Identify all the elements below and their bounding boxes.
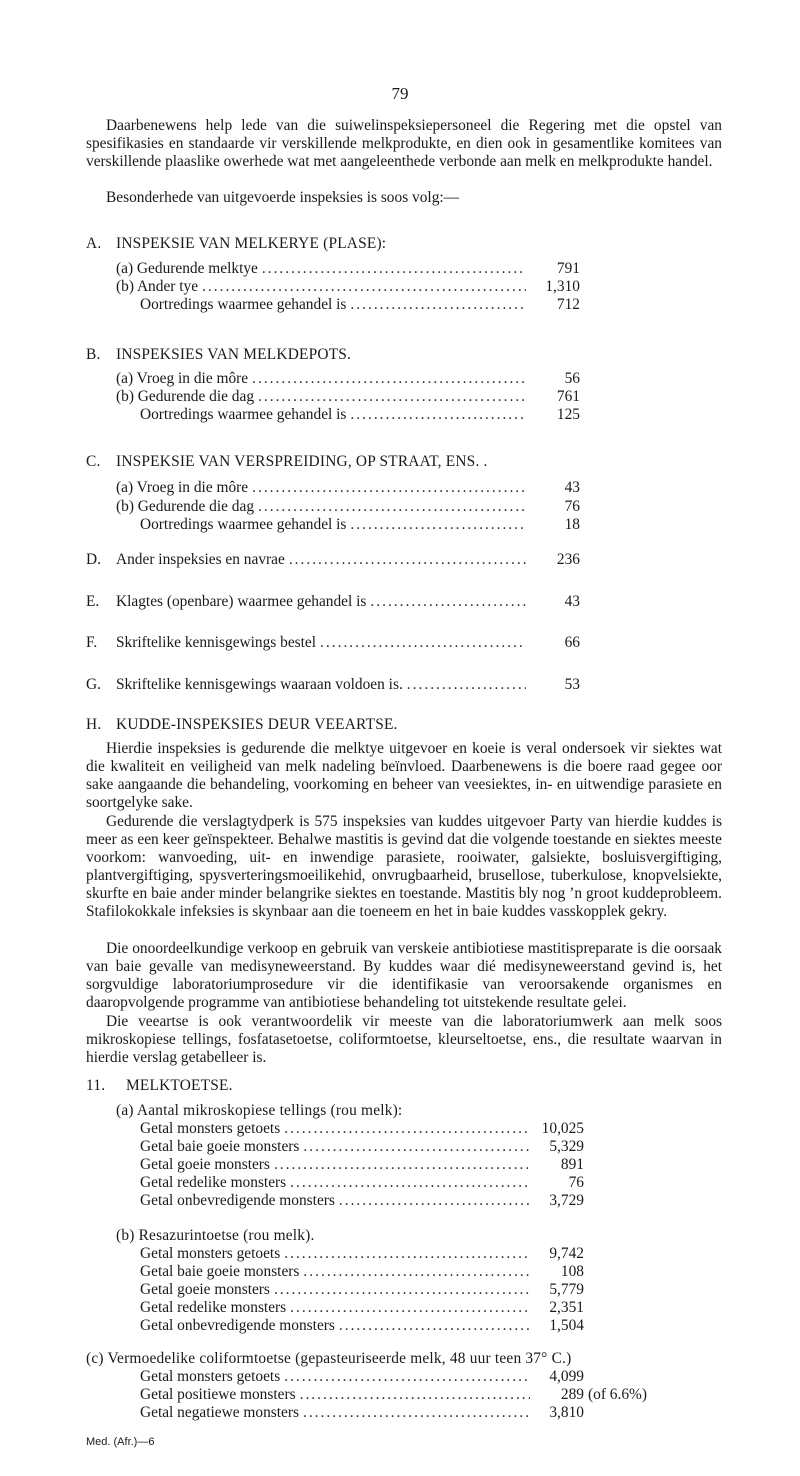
row-value: 5,779 [549,1281,584,1298]
row-value: 3,729 [549,1192,584,1209]
row-label: Oortredings waarmee gehandel is [140,296,347,313]
row-label: Ander inspeksies en navrae [116,551,285,568]
row-value: 10,025 [541,1120,584,1137]
test-row [140,1317,584,1335]
row-label: (a) Vroeg in die môre [116,370,249,387]
section-h-paragraph: Die veeartse is ook verantwoordelik vir meeste van die laboratoriumwerk aan melk soos mikroskopiese tellings, fosfatasetoetse, coliformtoetse, kleurseltoetse, ens., die resultate waarvan in hierdie verslag getabelleer is. [86,1013,722,1066]
leader-dots [202,278,526,296]
row-value: 53 [564,676,580,693]
section-letter: H. [86,716,102,733]
section-f-row [86,634,580,652]
row-label: Oortredings waarmee gehandel is [140,406,347,423]
row-value: 9,742 [549,1245,584,1262]
section-h-heading [86,716,398,734]
row-value: 3,810 [549,1404,584,1421]
section-letter: F. [86,634,98,651]
row-label: Getal goeie monsters [140,1281,270,1298]
test-row [140,1281,584,1299]
section-letter: G. [86,676,101,693]
subsection-a-heading: (a) Aantal mikroskopiese tellings (rou melk): [116,1102,403,1119]
row-label: Oortredings waarmee gehandel is [140,516,347,533]
section-b-row [116,370,580,388]
section-e-row [86,593,580,611]
row-value: 4,099 [549,1368,584,1385]
test-row [140,1138,584,1156]
section-title: INSPEKSIE VAN VERSPREIDING, OP STRAAT, ENS. . [116,453,488,470]
row-value: 76 [568,1174,584,1191]
section-h-paragraph: Die onoordeelkundige verkoop en gebruik van verskeie antibiotiese mastitispreparate is die oorsaak van baie gevalle van medisyneweerstand. By kuddes waar dié medisyneweerstand gevind is, het sorgvuldige laboratoriumprosedure vir die identifikasie van veroorsakende organismes en daaropvolgende programme van antibiotiese behandeling tot uitstekende resultate gelei. [86,940,722,1011]
intro-paragraph: Daarbenewens help lede van die suiwelinspeksiepersoneel die Regering met die opstel van spesifikasies en standaarde vir verskillende melkprodukte, en dien ook in gesamentlike komitees van verskillende plaaslike owerhede wat met aangeleenthede verbonde aan melk en melkprodukte handel. [86,117,722,170]
intro-lead-in: Besonderhede van uitgevoerde inspeksies is soos volg:— [106,189,460,206]
section-letter: A. [86,235,102,252]
row-value: 1,310 [545,278,580,295]
section-b-row [116,388,580,406]
page-number: 79 [391,84,409,103]
row-value: 2,351 [549,1299,584,1316]
row-label: Getal baie goeie monsters [140,1263,300,1280]
leader-dots [284,1120,530,1138]
row-value: 18 [564,516,580,533]
leader-dots [350,406,526,424]
row-label: Getal positiewe monsters [140,1386,296,1403]
row-value: 791 [556,260,580,277]
row-value: 891 [560,1156,584,1173]
leader-dots [350,296,526,314]
row-label: Getal baie goeie monsters [140,1138,300,1155]
leader-dots [262,260,526,278]
row-label: Klagtes (openbare) waarmee gehandel is [116,593,367,610]
row-value: 76 [564,498,580,515]
row-value: 289 [560,1386,584,1403]
row-label: Skriftelike kennisgewings waaraan voldoen is. [116,676,403,693]
test-row [140,1263,584,1281]
section-c-row [140,516,580,534]
section-letter: B. [86,346,101,363]
row-label: Getal onbevredigende monsters [140,1192,335,1209]
test-row [140,1404,584,1422]
leader-dots [252,479,526,497]
leader-dots [274,1156,530,1174]
row-label: Getal onbevredigende monsters [140,1317,335,1334]
section-a-heading [86,235,386,253]
leader-dots [350,516,526,534]
section-title: INSPEKSIE VAN MELKERYE (PLASE): [116,235,387,252]
test-row [140,1192,584,1210]
subsection-c-heading: (c) Vermoedelike coliformtoetse (gepasteuriseerde melk, 48 uur teen 37° C.) [86,1350,572,1367]
leader-dots [339,1192,530,1210]
leader-dots [339,1317,530,1335]
row-value: 236 [556,551,580,568]
row-label: Getal monsters getoets [140,1245,281,1262]
section-c-row [116,479,580,497]
row-label: (b) Gedurende die dag [116,388,255,405]
test-row [140,1245,584,1263]
leader-dots [303,1263,530,1281]
section-title: MELKTOETSE. [126,1077,233,1094]
leader-dots [274,1281,530,1299]
leader-dots [290,1174,530,1192]
section-11-heading [86,1077,233,1095]
row-value: 125 [556,406,580,423]
leader-dots [290,1299,530,1317]
test-row [140,1174,584,1192]
leader-dots [252,370,526,388]
test-row [140,1368,584,1386]
row-value: 5,329 [549,1138,584,1155]
section-b-row [140,406,580,424]
test-row [140,1299,584,1317]
test-row [140,1156,584,1174]
row-value: 761 [556,388,580,405]
row-label: Getal redelike monsters [140,1174,287,1191]
section-b-heading [86,346,351,364]
section-title: KUDDE-INSPEKSIES DEUR VEEARTSE. [116,716,398,733]
row-label: Getal redelike monsters [140,1299,287,1316]
row-value: 56 [564,370,580,387]
row-label: (b) Gedurende die dag [116,498,255,515]
leader-dots [303,1404,530,1422]
leader-dots [284,1368,530,1386]
section-number: 11. [86,1077,106,1094]
leader-dots [407,676,526,694]
row-label: (b) Ander tye [116,278,199,295]
footer-reference: Med. (Afr.)—6 [86,1436,155,1448]
row-value: 66 [564,634,580,651]
row-label: Getal goeie monsters [140,1156,270,1173]
percentage-note [588,1386,647,1404]
section-letter: D. [86,551,101,568]
subsection-b-heading: (b) Resazurintoetse (rou melk). [116,1227,315,1244]
leader-dots [258,388,526,406]
leader-dots [300,1386,530,1404]
row-label: Skriftelike kennisgewings bestel [116,634,317,651]
section-letter: C. [86,453,101,470]
row-value: 43 [564,593,580,610]
section-a-row [116,278,580,296]
section-g-row [86,676,580,694]
section-c-heading [86,453,488,471]
test-row [140,1120,584,1138]
row-label: Getal monsters getoets [140,1120,281,1137]
section-h-paragraph: Gedurende die verslagtydperk is 575 inspeksies van kuddes uitgevoer Party van hierdie kuddes is meer as een keer geïnspekteer. Behalwe mastitis is gevind dat die volgende toestande en siektes meeste voorkom: wanvoeding, uit- en inwendige parasiete, rooiwater, galsiekte, bosluisvergiftiging, plantvergiftiging, spysverteringsmoeilikehid, onvrugbaarheid, brusellose, tuberkulose, knopvelsiekte, skurfte en baie ander minder belangrike siektes en toestande. Mastitis bly nog ’n groot kuddeprobleem. Stafilokokkale infeksies is skynbaar aan die toeneem en het in baie kuddes vasskopplek gekry. [86,813,722,920]
section-title: INSPEKSIES VAN MELKDEPOTS. [116,346,352,363]
section-c-row [116,498,580,516]
leader-dots [289,551,526,569]
row-label: Getal monsters getoets [140,1368,281,1385]
leader-dots [320,634,526,652]
row-label: Getal negatiewe monsters [140,1404,299,1421]
leader-dots [284,1245,530,1263]
row-label: (a) Gedurende melktye [116,260,258,277]
section-d-row [86,551,580,569]
leader-dots [258,498,526,516]
section-letter: E. [86,593,100,610]
section-h-paragraph: Hierdie inspeksies is gedurende die melktye uitgevoer en koeie is veral ondersoek vir siektes wat die kwaliteit en veiligheid van melk nadeling beïnvloed. Daarbenewens is die boere raad gegee oor sake aangaande die behandeling, voorkoming en beheer van veesiektes, in- en uitwendige parasiete en soortgelyke sake. [86,740,722,811]
row-value: 108 [560,1263,584,1280]
test-row [140,1386,584,1404]
leader-dots [303,1138,530,1156]
leader-dots [370,593,526,611]
note-text: (of 6.6%) [588,1386,647,1403]
section-a-row [116,260,580,278]
row-value: 1,504 [549,1317,584,1334]
row-value: 712 [556,296,580,313]
row-label: (a) Vroeg in die môre [116,479,249,496]
section-a-row [140,296,580,314]
row-value: 43 [564,479,580,496]
